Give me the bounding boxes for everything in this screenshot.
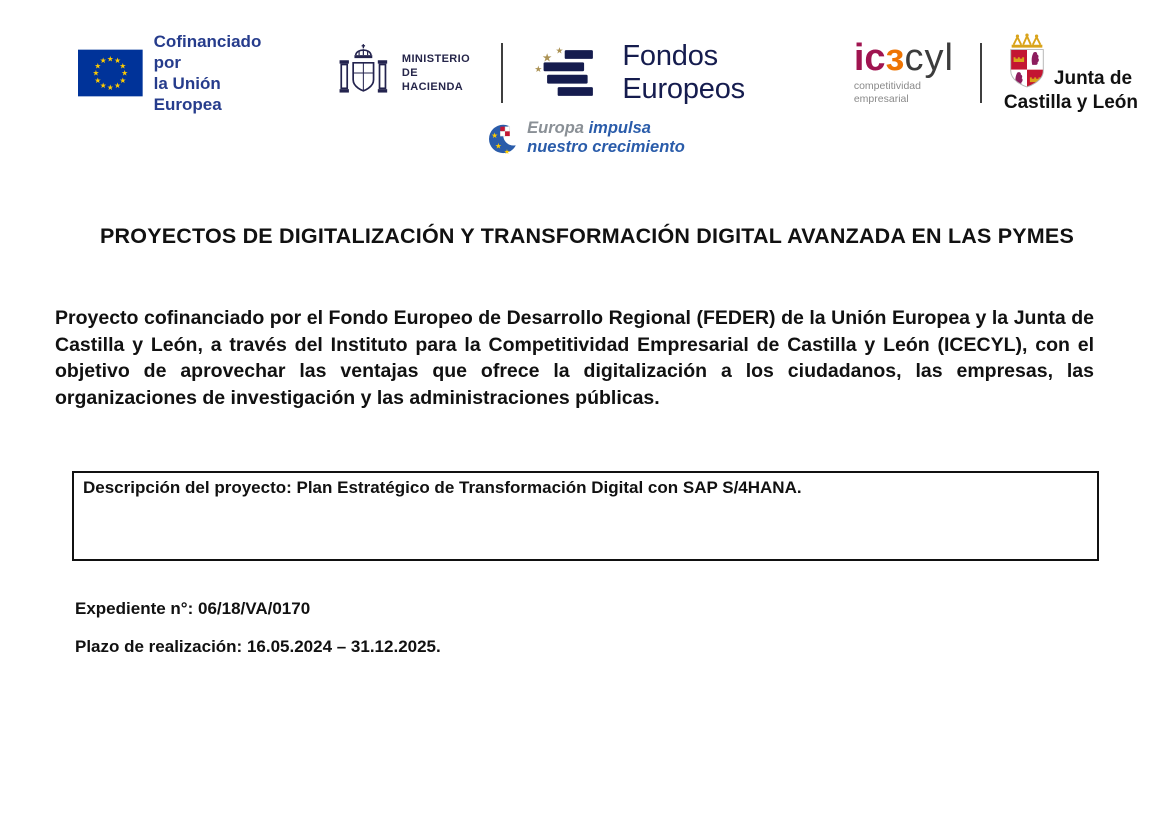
fondos-europeos-logo bbox=[533, 40, 826, 106]
europa-impulsa-row bbox=[0, 116, 1174, 160]
fondos-europeos-label: Fondos Europeos bbox=[622, 40, 745, 105]
logo-divider bbox=[980, 43, 982, 103]
eu-star-icon: ★ bbox=[106, 54, 114, 64]
europa-impulsa-text bbox=[527, 119, 685, 157]
eu-star-icon: ★ bbox=[119, 75, 127, 85]
page-title: PROYECTOS DE DIGITALIZACIÓN Y TRANSFORMACIÓN DIGITAL AVANZADA EN LAS PYMES bbox=[100, 224, 1074, 248]
icecyl-sub-line2: empresarial bbox=[853, 93, 909, 105]
fondos-star-icon: ★ bbox=[534, 65, 543, 76]
icecyl-wordmark bbox=[853, 37, 954, 79]
eu-text-line2: la Unión Europea bbox=[153, 74, 222, 114]
eu-star-icon: ★ bbox=[92, 68, 100, 78]
ministerio-hacienda-logo bbox=[337, 40, 475, 106]
body-paragraph: Proyecto cofinanciado por el Fondo Europeo de Desarrollo Regional (FEDER) de la Unión Europea y la Junta de Castilla y León, a través del Instituto para la Competitividad Empresarial de Castilla y León (ICECYL), con el objetivo de aprovechar las ventajas que ofrece la digitalización a los ciudadanos, las empresas, las organizaciones de investigación y las administraciones públicas. bbox=[55, 307, 1094, 409]
junta-text-line1: Junta de bbox=[1053, 68, 1133, 89]
plazo-line: Plazo de realización: 16.05.2024 – 31.12.2025. bbox=[75, 637, 441, 656]
junta-castilla-leon-logo bbox=[1004, 32, 1138, 114]
icecyl-part1: ic bbox=[853, 37, 886, 79]
ministerio-line1: MINISTERIO bbox=[401, 53, 471, 65]
icecyl-part2: ɜ bbox=[885, 37, 905, 79]
logo-divider bbox=[501, 43, 503, 103]
eu-star-icon: ★ bbox=[121, 68, 129, 78]
description-text: Descripción del proyecto: Plan Estratégico de Transformación Digital con SAP S/4HANA. bbox=[83, 478, 802, 497]
fondos-europeos-icon bbox=[533, 40, 614, 106]
eu-star-icon: ★ bbox=[114, 81, 121, 91]
spain-coat-of-arms-icon bbox=[337, 40, 390, 106]
eu-flag-icon bbox=[78, 47, 143, 99]
europa-word1: Europa bbox=[527, 119, 584, 137]
europa-text-line1 bbox=[527, 119, 685, 138]
eu-star-icon: ★ bbox=[106, 83, 114, 93]
europa-impulsa-logo bbox=[489, 116, 685, 160]
eu-text-line1: Cofinanciado por bbox=[153, 32, 262, 72]
europa-text-line2: nuestro crecimiento bbox=[527, 138, 685, 156]
junta-shield-icon bbox=[1004, 32, 1050, 92]
expediente-line: Expediente n°: 06/18/VA/0170 bbox=[75, 599, 311, 618]
eu-star-icon: ★ bbox=[119, 61, 127, 71]
logo-header bbox=[0, 0, 1174, 114]
fondos-star-icon: ★ bbox=[555, 46, 564, 57]
eu-star-icon: ★ bbox=[99, 81, 107, 91]
europa-impulsa-icon bbox=[489, 116, 523, 160]
ministerio-text bbox=[402, 52, 475, 94]
fondos-star-icon: ★ bbox=[542, 50, 553, 65]
description-box bbox=[72, 471, 1099, 561]
icecyl-part3: cyl bbox=[904, 37, 954, 79]
icecyl-logo bbox=[853, 37, 954, 106]
europa-star-icon: ★ bbox=[504, 148, 511, 157]
europa-star-icon: ★ bbox=[495, 141, 502, 151]
ministerio-line2: DE HACIENDA bbox=[401, 67, 464, 93]
icecyl-subtext bbox=[854, 80, 954, 106]
europa-word2: impulsa bbox=[583, 119, 651, 137]
icecyl-sub-line1: competitividad bbox=[853, 80, 921, 92]
eu-star-icon: ★ bbox=[114, 56, 121, 66]
eu-cofinanciado-logo bbox=[78, 31, 279, 115]
eu-cofinanciado-text bbox=[154, 31, 280, 115]
eu-star-icon: ★ bbox=[94, 61, 102, 71]
europa-star-icon: ★ bbox=[491, 131, 499, 140]
junta-text-line2: Castilla y León bbox=[1003, 92, 1138, 113]
eu-star-icon: ★ bbox=[99, 56, 107, 66]
eu-star-icon: ★ bbox=[94, 75, 102, 85]
